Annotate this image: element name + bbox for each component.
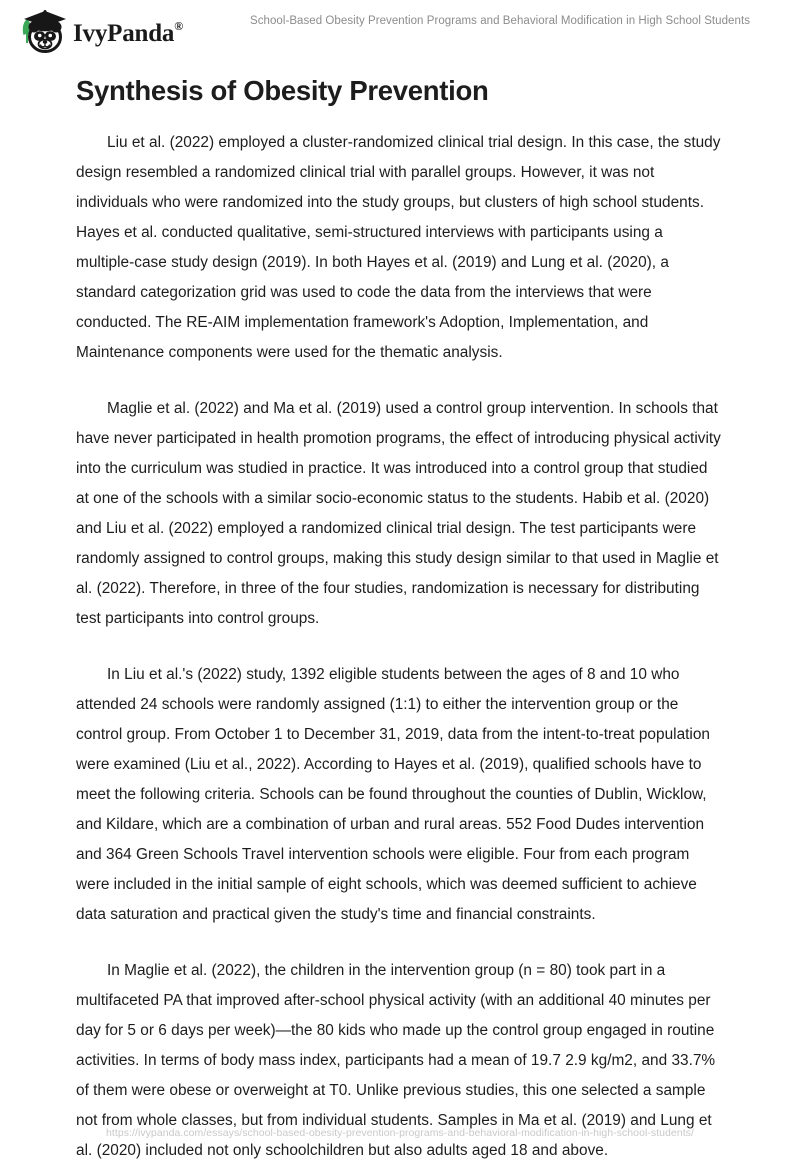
registered-trademark-mark: ® [174, 19, 183, 34]
body-paragraph: Maglie et al. (2022) and Ma et al. (2019) used a control group intervention. In schools that have never participated in health promotion programs, the effect of introducing physical activity into the curriculum was studied in practice. It was introduced into a control group that studied at one of the schools with a similar socio-economic status to the students. Habib et al. (2020) and Liu et al. (2022) employed a randomized clinical trial design. The test participants were randomly assigned to control groups, making this study design similar to that used in Maglie et al. (2022). Therefore, in three of the four studies, randomization is necessary for distributing test participants into control groups. [76, 400, 721, 627]
body-paragraph: In Liu et al.'s (2022) study, 1392 eligible students between the ages of 8 and 10 who attended 24 schools were randomly assigned (1:1) to either the intervention group or the control group. From October 1 to December 31, 2019, data from the intent-to-treat population were examined (Liu et al., 2022). According to Hayes et al. (2019), qualified schools have to meet the following criteria. Schools can be found throughout the counties of Dublin, Wicklow, and Kildare, which are a combination of urban and rural areas. 552 Food Dudes intervention and 364 Green Schools Travel intervention schools were eligible. Four from each program were included in the initial sample of eight schools, which was deemed sufficient to achieve data saturation and practical given the study's time and financial constraints. [76, 666, 710, 923]
source-url[interactable]: https://ivypanda.com/essays/school-based-obesity-prevention-programs-and-behavioral-modification-in-high-school-students/ [106, 1127, 694, 1139]
brand-wordmark [73, 21, 183, 46]
running-header-title: School-Based Obesity Prevention Programs and Behavioral Modification in High School Students [249, 15, 750, 27]
body-paragraph: Liu et al. (2022) employed a cluster-randomized clinical trial design. In this case, the study design resembled a randomized clinical trial with parallel groups. However, it was not individuals who were randomized into the study groups, but clusters of high school students. Hayes et al. conducted qualitative, semi-structured interviews with participants using a multiple-case study design (2019). In both Hayes et al. (2019) and Lung et al. (2020), a standard categorization grid was used to code the data from the interviews that were conducted. The RE-AIM implementation framework's Adoption, Implementation, and Maintenance components were used for the thematic analysis. [76, 134, 721, 361]
document-content [76, 74, 724, 1166]
brand-logo-link[interactable] [16, 8, 183, 54]
brand-name-text: IvyPanda [73, 19, 175, 47]
page-title: Synthesis of Obesity Prevention [76, 75, 489, 106]
page-header [0, 0, 800, 58]
panda-graduation-cap-icon [16, 8, 68, 54]
body-paragraph: In Maglie et al. (2022), the children in the intervention group (n = 80) took part in a multifaceted PA that improved after-school physical activity (with an additional 40 minutes per day for 5 or 6 days per week)—the 80 kids who made up the control group engaged in routine activities. In terms of body mass index, participants had a mean of 19.7 2.9 kg/m2, and 33.7% of them were obese or overweight at T0. Unlike previous studies, this one selected a sample not from whole classes, but from individual students. Samples in Ma et al. (2019) and Lung et al. (2020) included not only schoolchildren but also adults aged 18 and above. [76, 962, 716, 1159]
page-footer [0, 1123, 800, 1141]
